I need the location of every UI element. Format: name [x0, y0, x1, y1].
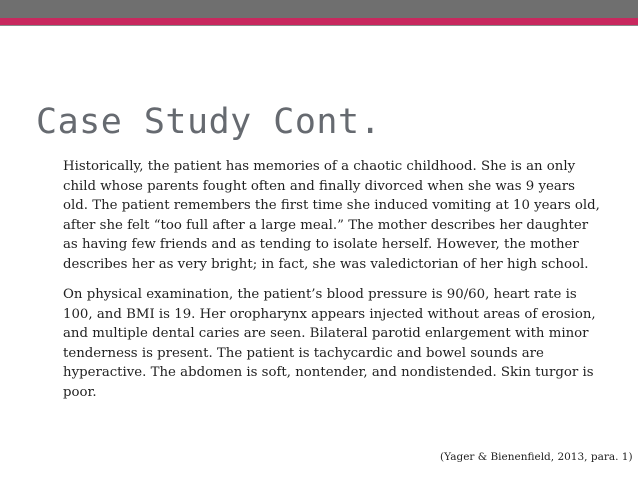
divider-line — [0, 25, 638, 26]
citation: (Yager & Bienenfield, 2013, para. 1) — [440, 451, 633, 463]
paragraph-examination: On physical examination, the patient’s blood pressure is 90/60, heart rate is 100, and BMI is 19. Her oropharynx appears injected without areas of erosion, and multiple dental caries are seen. Bilateral parotid enlargement with minor tenderness is present. The patient is tachycardic and bowel sounds are hyperactive. The abdomen is soft, nontender, and nondistended. Skin turgor is poor. — [63, 287, 596, 400]
slide-body — [63, 157, 603, 413]
paragraph-history: Historically, the patient has memories of a chaotic childhood. She is an only child whose parents fought often and finally divorced when she was 9 years old. The patient remembers the first time she induced vomiting at 10 years old, after she felt “too full after a large meal.” The mother describes her daughter as having few friends and as tending to isolate herself. However, the mother describes her as very bright; in fact, she was valedictorian of her high school. — [63, 159, 600, 272]
slide-title: Case Study Cont. — [36, 102, 382, 142]
accent-stripe — [0, 18, 638, 25]
top-decorative-band — [0, 0, 638, 18]
